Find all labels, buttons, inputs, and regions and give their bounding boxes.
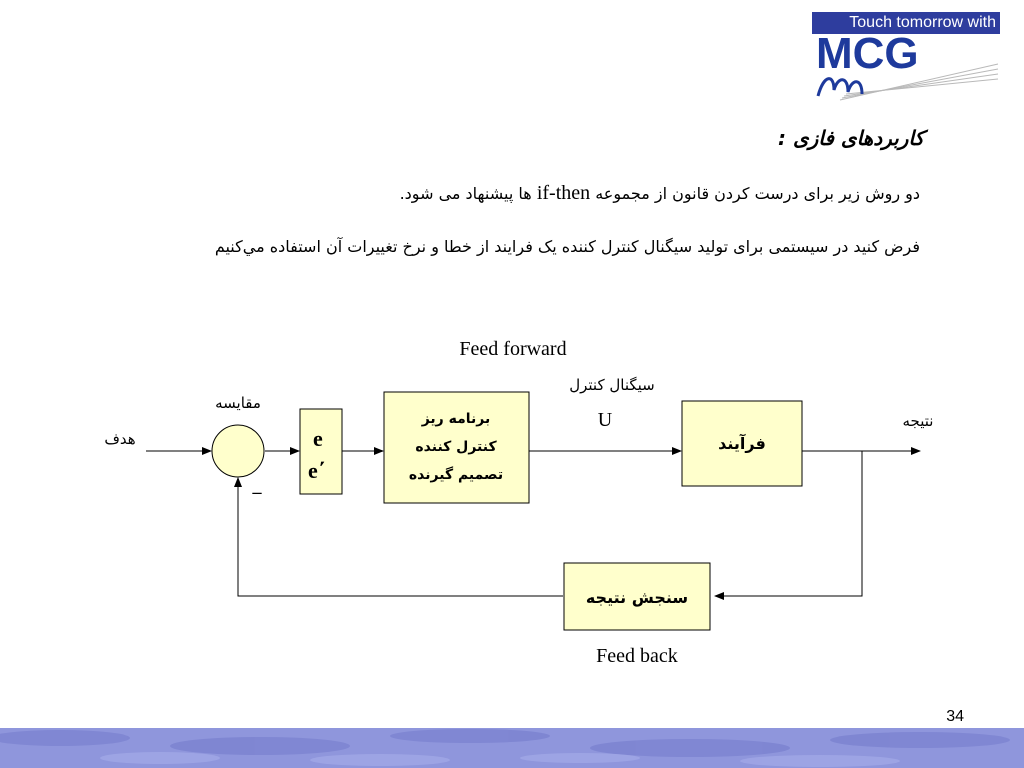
- control-signal-label: سیگنال کنترل: [569, 376, 655, 394]
- slide-heading: کاربردهای فازی :: [778, 126, 924, 150]
- paragraph-method-term: if-then: [536, 182, 591, 204]
- feed-forward-label: Feed forward: [459, 338, 567, 360]
- feed-back-label: Feed back: [596, 645, 678, 667]
- page-number: 34: [946, 708, 964, 725]
- measurement-label: سنجش نتیجه: [585, 588, 689, 607]
- controller-line-3: تصمیم گیرنده: [408, 467, 504, 483]
- input-label: هدف: [104, 430, 136, 448]
- comparator-label: مقایسه: [215, 394, 261, 412]
- control-signal-symbol: U: [597, 409, 613, 431]
- minus-sign: _: [252, 474, 262, 495]
- logo-brand: MCG: [816, 34, 919, 78]
- process-label: فرآیند: [718, 434, 766, 453]
- comparator-circle: [212, 425, 264, 477]
- control-block-diagram: [0, 320, 1024, 680]
- footer-wave-band: [0, 728, 1024, 768]
- paragraph-method-after: ها پیشنهاد می شود.: [399, 184, 532, 203]
- output-label: نتیجه: [902, 412, 934, 430]
- mcg-logo-swoosh-icon: [812, 34, 1002, 104]
- controller-line-1: برنامه ریز: [421, 411, 491, 427]
- paragraph-method-before: دو روش زیر برای درست کردن قانون از مجموعه: [595, 184, 920, 203]
- logo-tagline: Touch tomorrow with: [812, 12, 1000, 34]
- paragraph-method: [400, 182, 920, 205]
- error-symbol: e: [313, 426, 323, 451]
- paragraph-assumption: فرض کنید در سیستمی برای تولید سیگنال کنترل کننده یک فرایند از خطا و نرخ تغییرات آن استفاده مي‌کنیم: [214, 237, 920, 256]
- controller-line-2: کنترل کننده: [415, 439, 497, 455]
- error-rate-symbol: e΄: [308, 458, 326, 483]
